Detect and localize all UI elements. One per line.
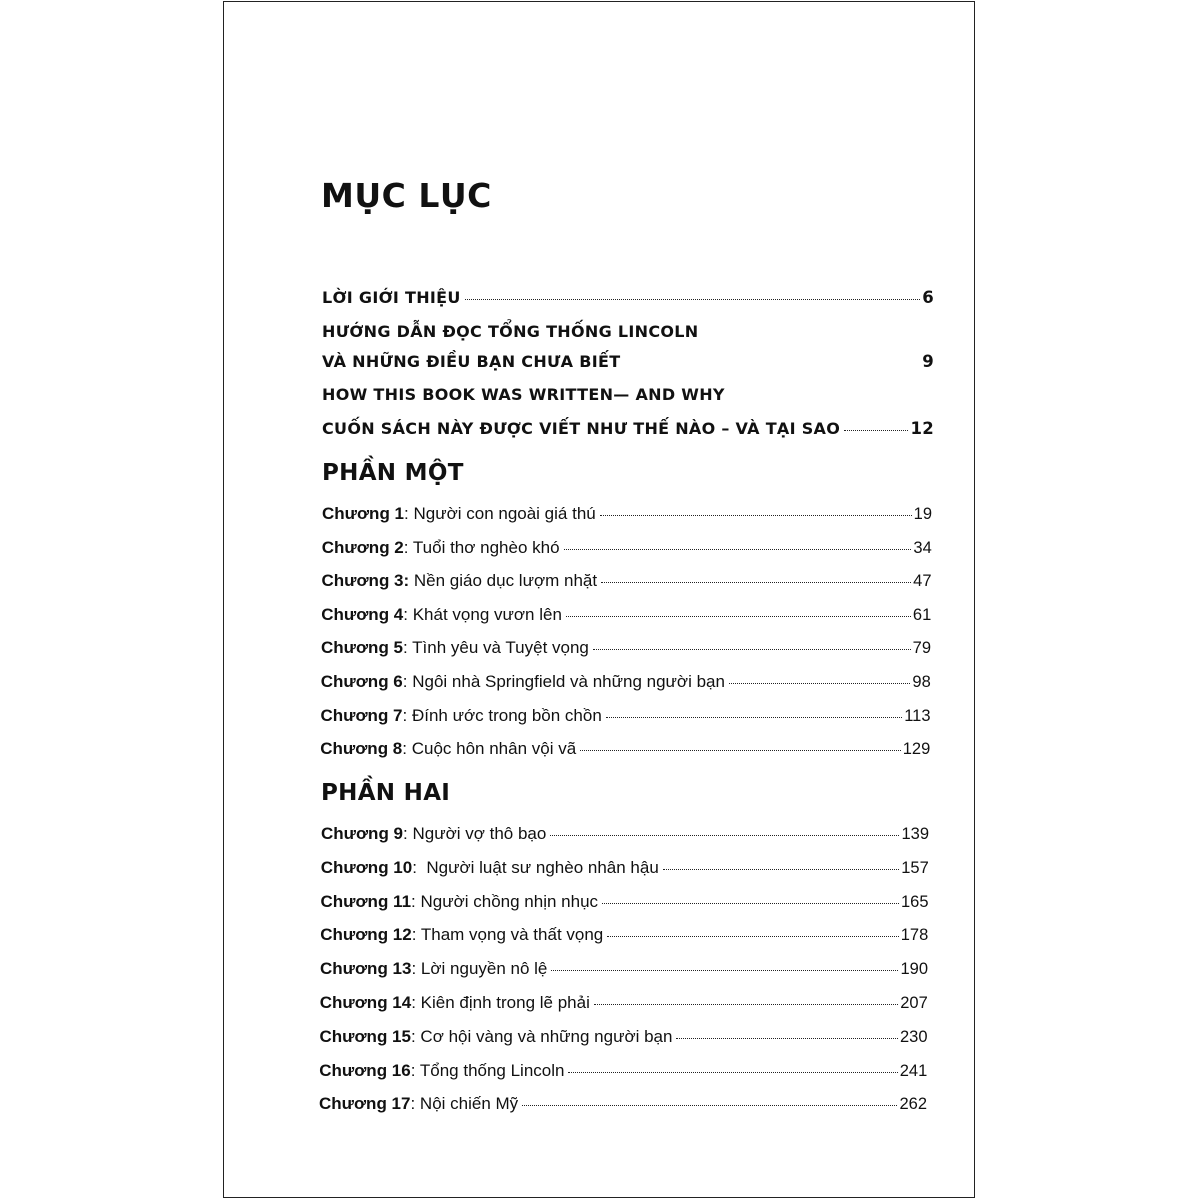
chapter-title: Người con ngoài giá thú xyxy=(408,504,596,523)
chapter-page: 34 xyxy=(913,538,932,557)
chapter-title: Nền giáo dục lượm nhặt xyxy=(409,571,598,591)
toc-entry-page: 9 xyxy=(922,352,934,371)
chapter-title: Người chồng nhịn nhục xyxy=(415,891,599,911)
chapter-title: Tuổi thơ nghèo khó xyxy=(408,537,560,557)
chapter-page: 129 xyxy=(902,740,931,759)
chapter-separator: : xyxy=(412,857,417,877)
leader-dots xyxy=(844,430,908,431)
chapter-separator: : xyxy=(403,537,409,557)
chapter-page: 19 xyxy=(913,505,932,523)
toc-entry-title: LỜI GIỚI THIỆU xyxy=(322,288,461,307)
chapter-label: Chương 12 xyxy=(320,925,412,945)
chapter-page: 178 xyxy=(900,926,929,945)
chapter-title: Cuộc hôn nhân vội vã xyxy=(407,739,577,759)
toc-entry-how-line1: HOW THIS BOOK WAS WRITTEN— AND WHY xyxy=(322,385,725,404)
chapter-page: 262 xyxy=(899,1095,927,1114)
chapter-page: 98 xyxy=(912,673,931,691)
toc-entry-intro[interactable] xyxy=(322,288,934,307)
chapter-title: Ngôi nhà Springfield và những người bạn xyxy=(407,672,725,691)
toc-chapter-entry[interactable] xyxy=(321,858,929,878)
leader-dots xyxy=(594,1004,898,1005)
chapter-page: 241 xyxy=(899,1061,928,1080)
leader-space xyxy=(624,363,920,364)
chapter-label: Chương 2 xyxy=(321,537,404,557)
chapter-label: Chương 3: xyxy=(321,571,410,591)
chapter-title: Kiên định trong lẽ phải xyxy=(415,993,590,1012)
toc-chapter-entry[interactable] xyxy=(322,571,932,591)
toc-chapter-entry[interactable] xyxy=(320,925,928,945)
chapter-page: 139 xyxy=(901,825,929,843)
leader-dots xyxy=(564,549,912,550)
toc-entry-guide[interactable] xyxy=(322,352,934,371)
chapter-title: Người luật sư nghèo nhân hậu xyxy=(416,857,659,877)
chapter-label: Chương 6 xyxy=(320,672,403,691)
chapter-separator: : xyxy=(410,1060,416,1080)
chapter-label: Chương 4 xyxy=(321,604,404,624)
chapter-separator: : xyxy=(403,638,408,658)
toc-chapter-entry[interactable] xyxy=(321,605,931,625)
chapter-page: 61 xyxy=(912,605,932,624)
toc-chapter-entry[interactable] xyxy=(322,504,932,524)
chapter-separator: : xyxy=(402,705,408,725)
chapter-title: Tổng thống Lincoln xyxy=(415,1060,565,1080)
leader-dots xyxy=(607,936,898,937)
chapter-separator: : xyxy=(410,1094,416,1114)
chapter-label: Chương 17 xyxy=(319,1094,411,1114)
chapter-separator: : xyxy=(411,925,417,945)
chapter-label: Chương 13 xyxy=(320,959,412,979)
chapter-label: Chương 10 xyxy=(320,857,413,877)
chapter-label: Chương 8 xyxy=(320,739,403,759)
toc-chapter-entry[interactable] xyxy=(321,672,931,692)
leader-dots xyxy=(550,835,899,836)
page-title: MỤC LỤC xyxy=(321,176,492,215)
chapter-page: 113 xyxy=(904,706,931,725)
toc-entry-page: 12 xyxy=(910,419,934,438)
toc-chapter-entry[interactable] xyxy=(321,824,929,844)
book-page xyxy=(223,1,975,1198)
chapter-title: Đính ước trong bồn chồn xyxy=(407,705,602,725)
chapter-separator: : xyxy=(403,824,408,843)
chapter-label: Chương 9 xyxy=(321,824,404,843)
toc-chapter-entry[interactable] xyxy=(320,993,928,1013)
toc-entry-page: 6 xyxy=(922,288,934,307)
toc-chapter-entry[interactable] xyxy=(320,1027,928,1047)
leader-dots xyxy=(606,717,902,718)
chapter-page: 165 xyxy=(900,892,929,911)
leader-dots xyxy=(568,1072,897,1073)
leader-dots xyxy=(676,1038,897,1039)
toc-chapter-entry[interactable] xyxy=(321,638,931,658)
chapter-page: 47 xyxy=(913,572,932,591)
chapter-title: Tình yêu và Tuyệt vọng xyxy=(407,638,589,658)
chapter-label: Chương 7 xyxy=(320,705,403,725)
chapter-page: 190 xyxy=(900,960,928,979)
chapter-label: Chương 14 xyxy=(319,993,412,1012)
leader-dots xyxy=(465,299,921,300)
chapter-title: Người vợ thô bạo xyxy=(407,824,547,843)
chapter-page: 230 xyxy=(899,1027,928,1046)
toc-chapter-entry[interactable] xyxy=(320,959,928,979)
leader-dots xyxy=(580,750,901,751)
leader-dots xyxy=(566,616,911,617)
toc-chapter-entry[interactable] xyxy=(322,538,932,558)
leader-dots xyxy=(551,970,898,971)
toc-chapter-entry[interactable] xyxy=(319,1094,927,1114)
chapter-page: 207 xyxy=(900,994,928,1012)
leader-dots xyxy=(602,903,899,904)
chapter-label: Chương 1 xyxy=(322,504,405,523)
leader-dots xyxy=(663,869,899,870)
leader-dots xyxy=(601,582,911,583)
toc-chapter-entry[interactable] xyxy=(320,739,930,759)
toc-chapter-entry[interactable] xyxy=(321,892,929,912)
leader-dots xyxy=(593,649,911,650)
chapter-page: 79 xyxy=(912,639,931,658)
toc-entry-title: VÀ NHỮNG ĐIỀU BẠN CHƯA BIẾT xyxy=(322,352,621,371)
chapter-separator: : xyxy=(404,504,409,523)
chapter-separator: : xyxy=(402,672,408,691)
chapter-separator: : xyxy=(411,959,417,979)
toc-entry-title: CUỐN SÁCH NÀY ĐƯỢC VIẾT NHƯ THẾ NÀO – VÀ TẠI SAO xyxy=(322,419,841,438)
part-one-heading: PHẦN MỘT xyxy=(322,460,464,486)
toc-entry-how[interactable] xyxy=(322,419,934,438)
chapter-title: Cơ hội vàng và những người bạn xyxy=(415,1026,673,1046)
chapter-separator: : xyxy=(411,993,416,1012)
chapter-label: Chương 5 xyxy=(321,638,404,658)
chapter-title: Nội chiến Mỹ xyxy=(415,1094,519,1114)
chapter-page: 157 xyxy=(901,858,929,877)
chapter-separator: : xyxy=(403,604,408,624)
leader-dots xyxy=(522,1105,897,1106)
chapter-separator: : xyxy=(411,891,416,911)
part-two-heading: PHẦN HAI xyxy=(321,780,451,806)
chapter-label: Chương 16 xyxy=(319,1060,411,1080)
toc-chapter-entry[interactable] xyxy=(319,1061,927,1081)
toc-entry-guide-line1: HƯỚNG DẪN ĐỌC TỔNG THỐNG LINCOLN xyxy=(322,322,699,341)
chapter-title: Khát vọng vươn lên xyxy=(408,604,562,624)
chapter-title: Lời nguyền nô lệ xyxy=(416,959,548,979)
chapter-label: Chương 11 xyxy=(320,891,412,911)
chapter-separator: : xyxy=(402,739,407,759)
chapter-title: Tham vọng và thất vọng xyxy=(416,925,604,945)
leader-dots xyxy=(600,515,912,516)
chapter-separator: : xyxy=(410,1026,416,1046)
toc-chapter-entry[interactable] xyxy=(321,706,931,726)
chapter-label: Chương 15 xyxy=(319,1026,411,1046)
leader-dots xyxy=(729,683,910,684)
